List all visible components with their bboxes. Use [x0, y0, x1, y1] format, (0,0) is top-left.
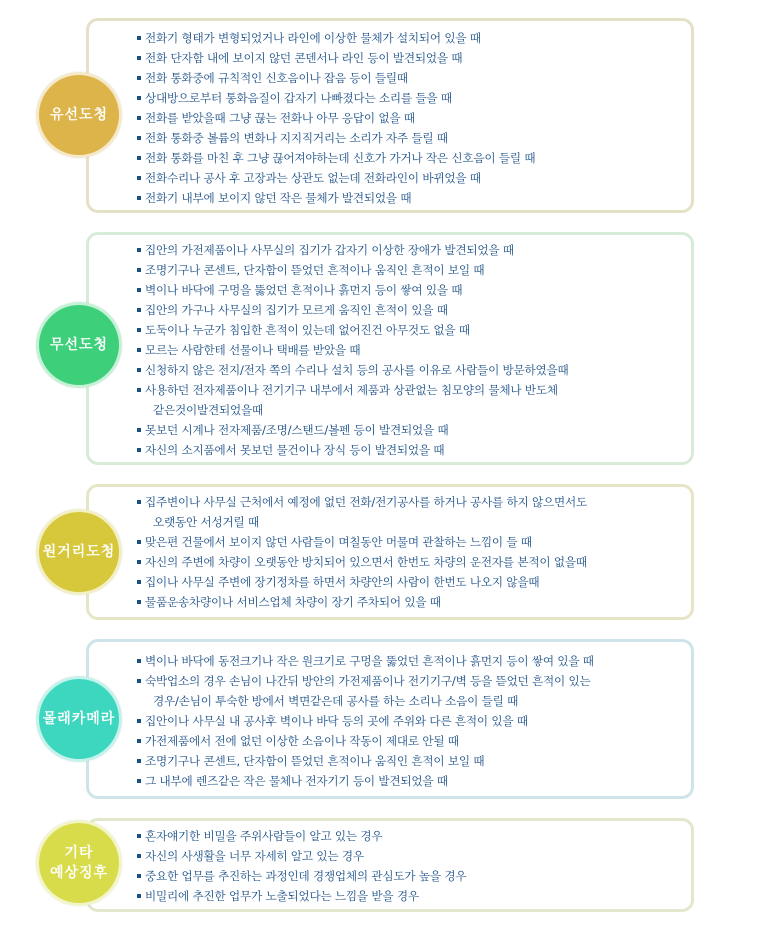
symptom-item: [145, 88, 681, 108]
bullet-square-icon: [137, 288, 141, 292]
symptom-text: 오랫동안 서성거릴 때: [153, 515, 259, 529]
bullet-square-icon: [137, 388, 141, 392]
symptom-text: 그 내부에 렌즈같은 작은 물체나 전자기기 등이 발견되었을 때: [145, 774, 448, 788]
symptom-text: 상대방으로부터 통화음질이 갑자기 나빠졌다는 소리를 들을 때: [145, 91, 452, 105]
bullet-square-icon: [137, 116, 141, 120]
symptom-list: [89, 487, 691, 612]
symptom-text: 전화 통화를 마친 후 그냥 끊어져야하는데 신호가 가거나 작은 신호음이 들릴 때: [145, 151, 536, 165]
bullet-square-icon: [137, 679, 141, 683]
symptom-text: 벽이나 바닥에 동전크기나 작은 원크기로 구멍을 뚫었던 흔적이나 흙먼지 등이 쌓여 있을 때: [145, 654, 594, 668]
symptom-list: [89, 821, 691, 906]
symptom-item: [145, 320, 681, 340]
bullet-square-icon: [137, 560, 141, 564]
symptom-text: 자신의 사생활을 너무 자세히 알고 있는 경우: [145, 849, 364, 863]
bullet-square-icon: [137, 136, 141, 140]
symptom-text: 전화 단자함 내에 보이지 않던 콘덴서나 라인 등이 발견되었을 때: [145, 51, 463, 65]
bullet-square-icon: [137, 894, 141, 898]
symptom-item: [145, 751, 681, 771]
bullet-square-icon: [137, 248, 141, 252]
symptom-item: [145, 48, 681, 68]
symptom-item: [145, 420, 681, 440]
symptom-text: 집주변이나 사무실 근처에서 예정에 없던 전화/전기공사를 하거나 공사를 하지 않으면서도: [145, 495, 588, 509]
symptom-item: [145, 711, 681, 731]
symptom-item: [145, 188, 681, 208]
symptom-text: 혼자얘기한 비밀을 주위사람들이 알고 있는 경우: [145, 829, 383, 843]
bullet-square-icon: [137, 96, 141, 100]
bullet-square-icon: [137, 36, 141, 40]
category-badge-wired: [36, 72, 122, 158]
symptom-text: 가전제품에서 전에 없던 이상한 소음이나 작동이 제대로 안될 때: [145, 734, 459, 748]
symptom-item: [145, 260, 681, 280]
symptom-text: 조명기구나 콘센트, 단자함이 뜯었던 흔적이나 움직인 흔적이 보일 때: [145, 754, 485, 768]
category-label: 유선도청: [49, 107, 109, 123]
symptom-item: [145, 492, 681, 532]
category-badge-remote: [36, 509, 122, 595]
section-other-signs: [86, 818, 694, 912]
symptom-item: [145, 731, 681, 751]
symptom-item: [145, 826, 681, 846]
symptom-text: 집안이나 사무실 내 공사후 벽이나 바닥 등의 곳에 주위와 다른 흔적이 있을 때: [145, 714, 528, 728]
bullet-square-icon: [137, 76, 141, 80]
symptom-item: [145, 360, 681, 380]
symptom-item: [145, 532, 681, 552]
symptom-item: [145, 886, 681, 906]
symptom-item: [145, 340, 681, 360]
category-label: 기타: [64, 845, 94, 861]
bullet-square-icon: [137, 500, 141, 504]
bullet-square-icon: [137, 600, 141, 604]
symptom-text: 신청하지 않은 전지/전자 쪽의 수리나 설치 등의 공사를 이유로 사람들이 방문하였을때: [145, 363, 569, 377]
symptom-item: [145, 440, 681, 460]
section-wireless-tapping: [86, 232, 694, 465]
category-badge-wireless: [36, 302, 122, 388]
category-label: 몰래카메라: [42, 711, 116, 727]
bullet-square-icon: [137, 739, 141, 743]
symptom-item: [145, 552, 681, 572]
bullet-square-icon: [137, 428, 141, 432]
symptom-item: [145, 671, 681, 711]
bullet-square-icon: [137, 874, 141, 878]
symptom-text: 비밀리에 추진한 업무가 노출되었다는 느낌을 받을 경우: [145, 889, 419, 903]
symptom-item: [145, 280, 681, 300]
symptom-text: 집안의 가구나 사무실의 집기가 모르게 움직인 흔적이 있을 때: [145, 303, 448, 317]
symptom-item: [145, 68, 681, 88]
bullet-square-icon: [137, 308, 141, 312]
symptom-item: [145, 572, 681, 592]
bullet-square-icon: [137, 176, 141, 180]
symptom-list: [89, 235, 691, 460]
section-hidden-camera: [86, 639, 694, 799]
section-wired-tapping: [86, 18, 694, 213]
symptom-text: 못보던 시계나 전자제품/조명/스탠드/볼펜 등이 발견되었을 때: [145, 423, 449, 437]
symptom-item: [145, 651, 681, 671]
bullet-square-icon: [137, 834, 141, 838]
symptom-text: 자신의 주변에 차량이 오랫동안 방치되어 있으면서 한번도 차량의 운전자를 본적이 없을때: [145, 555, 587, 569]
bullet-square-icon: [137, 268, 141, 272]
bullet-square-icon: [137, 196, 141, 200]
symptom-text: 자신의 소지품에서 못보던 물건이나 장식 등이 발견되었을 때: [145, 443, 445, 457]
symptom-item: [145, 380, 681, 420]
symptom-text: 사용하던 전자제품이나 전기기구 내부에서 제품과 상관없는 침모양의 물체나 반도체: [145, 383, 558, 397]
symptom-text: 같은것이발견되었을때: [153, 403, 263, 417]
symptom-text: 맞은편 건물에서 보이지 않던 사람들이 며칠동안 머물며 관찰하는 느낌이 들 때: [145, 535, 532, 549]
bullet-square-icon: [137, 56, 141, 60]
symptom-text: 도둑이나 누군가 침입한 흔적이 있는데 없어진건 아무것도 없을 때: [145, 323, 470, 337]
bullet-square-icon: [137, 659, 141, 663]
bullet-square-icon: [137, 759, 141, 763]
bullet-square-icon: [137, 448, 141, 452]
symptom-item: [145, 240, 681, 260]
symptom-text: 집이나 사무실 주변에 장기정차를 하면서 차량안의 사람이 한번도 나오지 않을때: [145, 575, 540, 589]
symptom-item: [145, 866, 681, 886]
symptom-text: 전화 통화중 볼륨의 변화나 지지직거리는 소리가 자주 들릴 때: [145, 131, 448, 145]
bullet-square-icon: [137, 368, 141, 372]
bullet-square-icon: [137, 328, 141, 332]
symptom-text: 벽이나 바닥에 구멍을 뚫었던 흔적이나 흙먼지 등이 쌓여 있을 때: [145, 283, 463, 297]
symptom-item: [145, 148, 681, 168]
symptom-item: [145, 592, 681, 612]
section-remote-tapping: [86, 484, 694, 620]
symptom-text: 경우/손님이 투숙한 방에서 벽면같은데 공사를 하는 소리나 소음이 들릴 때: [153, 694, 519, 708]
symptom-item: [145, 128, 681, 148]
category-label: 무선도청: [49, 337, 109, 353]
symptom-list: [89, 21, 691, 208]
symptom-text: 모르는 사람한테 선물이나 택배를 받았을 때: [145, 343, 361, 357]
bullet-square-icon: [137, 854, 141, 858]
symptom-text: 중요한 업무를 추진하는 과정인데 경쟁업체의 관심도가 높을 경우: [145, 869, 467, 883]
symptom-text: 전화기 내부에 보이지 않던 작은 물체가 발견되었을 때: [145, 191, 412, 205]
symptom-text: 전화기 형태가 변형되었거나 라인에 이상한 물체가 설치되어 있을 때: [145, 31, 481, 45]
category-label: 예상징후: [49, 865, 109, 881]
symptom-text: 숙박업소의 경우 손님이 나간뒤 방안의 가전제품이나 전기기구/벽 등을 뜯었던 흔적이 있는: [145, 674, 591, 688]
symptom-item: [145, 771, 681, 791]
symptom-item: [145, 300, 681, 320]
symptom-text: 집안의 가전제품이나 사무실의 집기가 갑자기 이상한 장애가 발견되었을 때: [145, 243, 514, 257]
symptom-item: [145, 846, 681, 866]
symptom-item: [145, 108, 681, 128]
symptom-text: 물품운송차량이나 서비스업체 차량이 장기 주차되어 있을 때: [145, 595, 441, 609]
symptom-item: [145, 168, 681, 188]
symptom-text: 조명기구나 콘센트, 단자함이 뜯었던 흔적이나 움직인 흔적이 보일 때: [145, 263, 485, 277]
symptom-text: 전화 통화중에 규칙적인 신호음이나 잡음 등이 들릴때: [145, 71, 408, 85]
bullet-square-icon: [137, 580, 141, 584]
bullet-square-icon: [137, 779, 141, 783]
bullet-square-icon: [137, 156, 141, 160]
bullet-square-icon: [137, 348, 141, 352]
category-badge-other: [36, 820, 122, 906]
symptom-text: 전화수리나 공사 후 고장과는 상관도 없는데 전화라인이 바뀌었을 때: [145, 171, 481, 185]
bullet-square-icon: [137, 719, 141, 723]
symptom-text: 전화를 받았을때 그냥 끊는 전화나 아무 응답이 없을 때: [145, 111, 415, 125]
category-badge-hidden-camera: [36, 676, 122, 762]
category-label: 원거리도청: [42, 544, 116, 560]
symptom-list: [89, 642, 691, 791]
symptom-item: [145, 28, 681, 48]
bullet-square-icon: [137, 540, 141, 544]
